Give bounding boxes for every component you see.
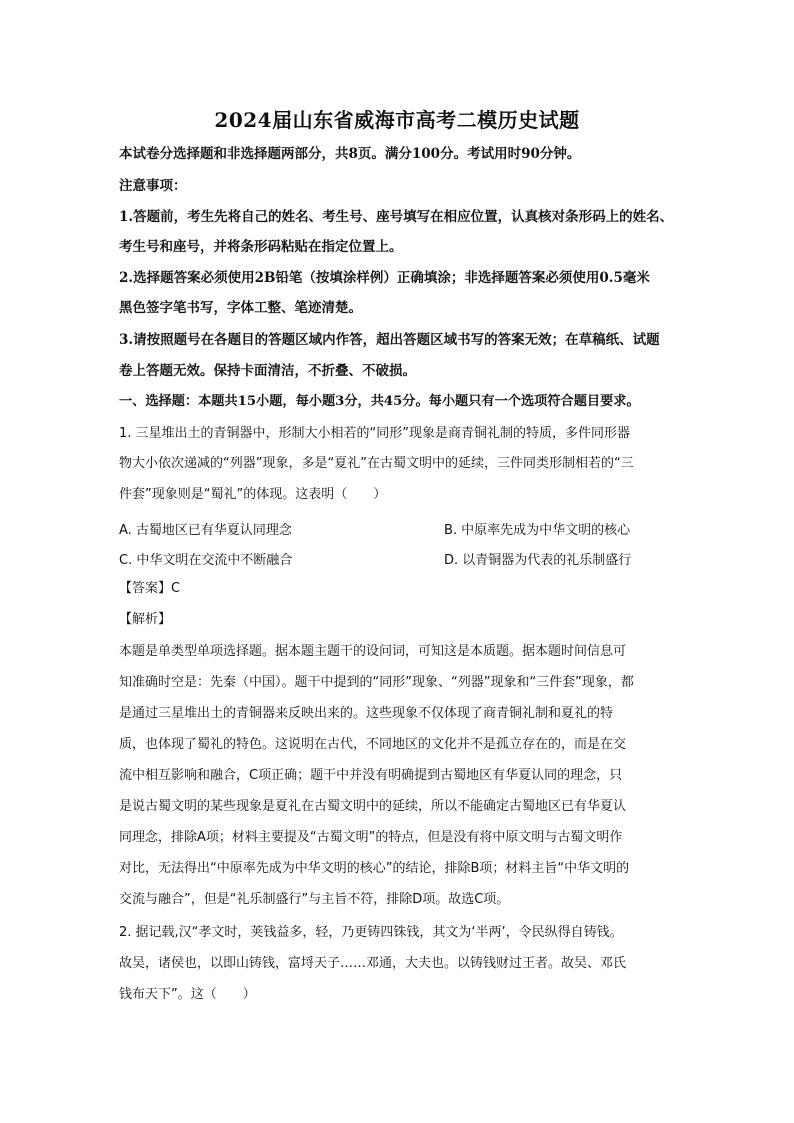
- analysis-line: 交流与融合”，但是“礼乐制盛行”与主旨不符，排除D项。故选C项。: [119, 892, 510, 907]
- notes-heading: 注意事项：: [119, 178, 187, 194]
- analysis-line: 本题是单类型单项选择题。据本题主题干的设问词，可知这是本质题。据本题时间信息可: [119, 644, 627, 659]
- analysis-line: 同理念，排除A项；材料主要提及“古蜀文明”的特点，但是没有将中原文明与古蜀文明作: [119, 830, 623, 845]
- question-2-stem: 钱布天下”。这（ ）: [119, 987, 256, 1002]
- analysis-line: 流中相互影响和融合，C项正确；题干中并没有明确提到古蜀地区有华夏认同的理念，只: [119, 768, 623, 783]
- question-1-stem: 物大小依次递减的“列器”现象，多是“夏礼”在古蜀文明中的延续，三件同类形制相若的“三: [119, 456, 634, 471]
- note-line: 卷上答题无效。保持卡面清洁，不折叠、不破损。: [119, 363, 416, 379]
- exam-title: 2024届山东省威海市高考二模历史试题: [214, 108, 580, 132]
- question-1-option-d: D. 以青铜器为代表的礼乐制盛行: [444, 553, 632, 568]
- note-line: 2.选择题答案必须使用2B铅笔（按填涂样例）正确填涂；非选择题答案必须使用0.5毫米: [119, 270, 650, 286]
- question-1-option-a: A. 古蜀地区已有华夏认同理念: [119, 523, 292, 538]
- analysis-line: 质，也体现了蜀礼的特色。这说明在古代，不同地区的文化并不是孤立存在的，而是在交: [119, 737, 627, 752]
- section-heading-choice: 一、选择题：本题共15小题，每小题3分，共45分。每小题只有一个选项符合题目要求。: [119, 394, 640, 409]
- note-line: 黑色签字笔书写，字体工整、笔迹清楚。: [119, 300, 362, 316]
- question-1-option-b: B. 中原率先成为中华文明的核心: [444, 523, 631, 538]
- analysis-line: 是通过三星堆出土的青铜器来反映出来的。这些现象不仅体现了商青铜礼制和夏礼的特: [119, 706, 614, 721]
- note-line: 考生号和座号，并将条形码粘贴在指定位置上。: [119, 239, 403, 255]
- analysis-line: 知准确时空是：先秦（中国）。题干中提到的“同形”现象、“列器”现象和“三件套”现象，都: [119, 675, 634, 690]
- question-2-stem: 故吴，诸侯也，以即山铸钱，富埒天子……邓通，大夫也。以铸钱财过王者。故吴、邓氏: [119, 956, 627, 971]
- question-1-stem: 1. 三星堆出土的青铜器中，形制大小相若的“同形”现象是商青铜礼制的特质，多件同形器: [119, 426, 631, 441]
- note-line: 1.答题前，考生先将自己的姓名、考生号、座号填写在相应位置，认真核对条形码上的姓名、: [119, 209, 674, 225]
- note-line: 3.请按照题号在各题目的答题区域内作答，超出答题区域书写的答案无效；在草稿纸、试题: [119, 332, 660, 348]
- question-2-stem: 2. 据记载,汉“孝文时，荚钱益多，轻，乃更铸四铢钱，其文为‘半两’，令民纵得自铸钱。: [119, 925, 623, 940]
- analysis-line: 对比，无法得出“中原率先成为中华文明的核心”的结论，排除B项；材料主旨“中华文明的: [119, 861, 630, 876]
- question-1-stem: 件套”现象则是“蜀礼”的体现。这表明（ ）: [119, 487, 387, 502]
- question-1-answer: 【答案】C: [119, 581, 181, 596]
- exam-intro: 本试卷分选择题和非选择题两部分，共8页。满分100分。考试用时90分钟。: [119, 146, 581, 162]
- question-1-analysis-heading: 【解析】: [119, 612, 172, 627]
- analysis-line: 是说古蜀文明的某些现象是夏礼在古蜀文明中的延续，所以不能确定古蜀地区已有华夏认: [119, 799, 627, 814]
- question-1-option-c: C. 中华文明在交流中不断融合: [119, 553, 293, 568]
